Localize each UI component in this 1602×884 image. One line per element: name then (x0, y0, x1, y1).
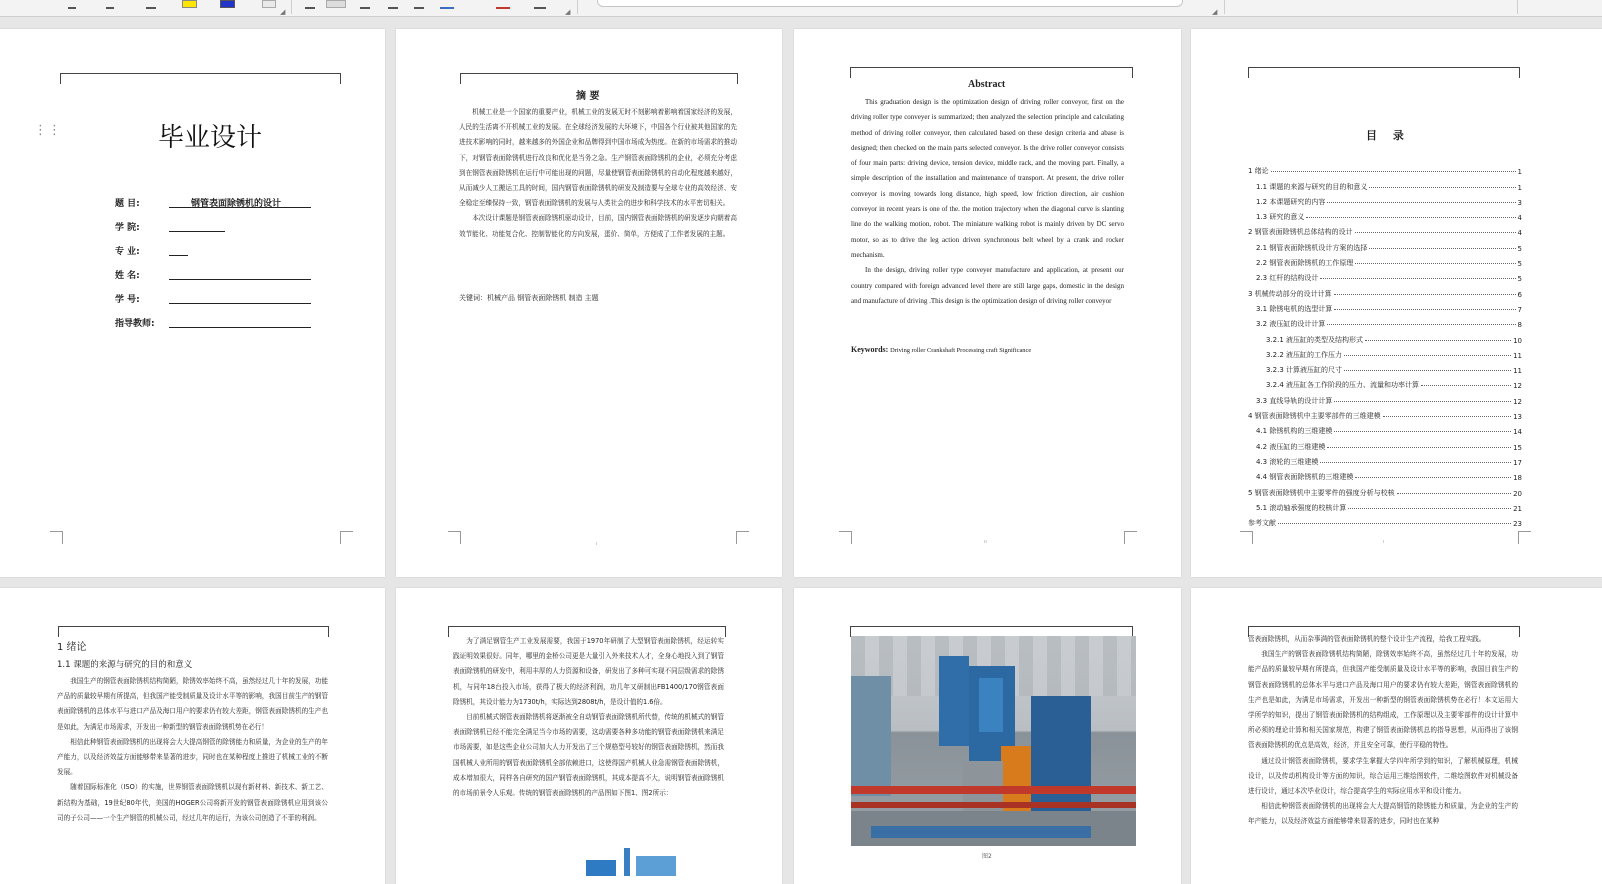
toc-entry-label: 1.2 本课题研究的内容 (1256, 197, 1326, 206)
keywords-en-label: Keywords: (851, 345, 889, 354)
page-chapter-1[interactable] (0, 588, 385, 884)
page-number: ı (1383, 539, 1385, 545)
toc-entry-page: 17 (1513, 458, 1522, 467)
paragraph: 我国生产的钢管表面除锈机结构简陋，除锈效率始终不高，虽然经过几十年的发展，功能产品的质量较早期有所提高，但我国产能受制质量及设计水平等的影响，我国目前生产的钢管表面除锈机的总体水平与进口产品及海口用户的要求仍有较大差距，钢管表面除锈机的生产也是如此，为满足市场需求，开发出一种新型的钢管表面除锈机势在必行！ (57, 677, 328, 731)
drag-handle-icon[interactable]: ⋮⋮ (34, 123, 62, 138)
form-label: 指导教师: (115, 319, 155, 329)
align-right-icon[interactable] (360, 0, 370, 9)
page-cover[interactable] (0, 29, 385, 577)
toc-entry-label: 2.1 钢管表面除锈机设计方案的选择 (1256, 243, 1368, 252)
align-center-icon[interactable] (326, 0, 346, 8)
toc-leader-dots (1369, 248, 1515, 249)
toc-entry[interactable] (1248, 467, 1522, 482)
toc-entry[interactable] (1248, 314, 1522, 329)
toc-entry-label: 5 钢管表面除锈机中主要零件的强度分析与校核 (1248, 488, 1395, 497)
form-label: 姓 名: (115, 271, 140, 281)
toc-entry[interactable] (1248, 207, 1522, 222)
form-underline[interactable] (169, 279, 311, 280)
highlight-color-icon[interactable] (182, 0, 197, 8)
page-header-line (1248, 67, 1520, 78)
margin-corner-mark (736, 531, 749, 544)
line-spacing-icon[interactable] (414, 0, 424, 9)
toc-leader-dots (1355, 263, 1515, 264)
toc-entry[interactable] (1248, 237, 1522, 252)
paragraph: 随着国际标准化（ISO）的实施，世界钢管表面除锈机以现有新材料、新技术、新工艺、新结构为基础，19世纪80年代，美国的HOGER公司将新开发的钢管表面除锈机应用到该公司的子公司——一个生产钢管的机械公司，经过几年的运行，为该公司创造了不菲的利润。 (57, 783, 328, 822)
toc-entry-label: 3 机械传动部分的设计计算 (1248, 289, 1332, 298)
page-figure-2[interactable] (794, 588, 1181, 884)
toc-leader-dots (1365, 340, 1511, 341)
toc-leader-dots (1327, 324, 1515, 325)
toc-entry[interactable] (1248, 253, 1522, 268)
toc-entry-label: 3.2.2 液压缸的工作压力 (1266, 350, 1343, 359)
paragraph: This graduation design is the optimization design of driving roller conveyor, first on the driving roller type conveyer is summarized; then analyzed the selection principle and calculating method of driving roller conveyor, then calculated based on these design criteria and abase is designed; then checked on the main parts selected conveyor. Is the drive roller conveyor consists of four main parts: driving device, tension device, middle rack, and the moving part. Finally, a simple description of the installation and maintenance of transport. At present, the drive roller conveyor is moving towards long distance, high speed, low friction direction, air cushion conveyor in recent years is one of the. the motion trajectory when the diagonal curve is slanting line do the walking motion, robot. The miniature walking robot is mainly driven by DC servo motor, so as to drive the leg action driven synchronous belt wheel by a crank and rocker mechanism. (851, 98, 1124, 259)
paragraph: 通过设计钢管表面除锈机，要求学生掌握大学四年所学到的知识，了解机械原理，机械设计，以及传动机构设计等方面的知识，综合运用三维绘图软件，二维绘图软件对机械设备进行设计，通过本次毕业设计，综合提高学生的实际应用水平和设计能力。 (1248, 756, 1518, 796)
toc-entry[interactable] (1248, 482, 1522, 497)
toc-entry-page: 5 (1517, 260, 1522, 269)
toc-entry-label: 1 绪论 (1248, 167, 1269, 176)
chapter-1-body (57, 674, 328, 826)
toc-entry-label: 参考文献 (1248, 519, 1276, 528)
form-label: 学 号: (115, 295, 140, 305)
abstract-cn-body (459, 105, 737, 242)
toc-entry[interactable] (1248, 421, 1522, 436)
ribbon-toolbar (0, 0, 1602, 17)
toc-entry-page: 11 (1513, 367, 1522, 376)
toc-entry-page: 10 (1513, 336, 1522, 345)
toc-entry-label: 3.2.1 液压缸的类型及结构形式 (1266, 335, 1364, 344)
font-color-icon[interactable] (220, 0, 235, 8)
toc-leader-dots (1344, 355, 1511, 356)
paragraph: 为了满足钢管生产工业发展需要，我国于1970年研制了大型钢管表面除锈机，经运转实践证明效果很好。同年，哪里的金桥公司更是大量引入外来技术人才，全身心地投入到了钢管表面除锈机的研发中，利用丰厚的人力资源和设备，研发出了多种可实现不同层级需求的除锈机，与同年18台投入市场，获得了极大的经济利润，功几年又研制出FB1400/170钢管表面除锈机，其设计能力为1730t/h，实际达到2808t/h，是设计值的1.6倍。 (453, 637, 724, 706)
figure-caption: 图2 (982, 853, 992, 860)
toc-entry-page: 11 (1513, 351, 1522, 360)
toc-entry-page: 20 (1513, 489, 1522, 498)
page-header-line (850, 67, 1133, 78)
toc-leader-dots (1334, 401, 1511, 402)
paragraph: 我国生产的钢管表面除锈机结构简陋，除锈效率始终不高，虽然经过几十年的发展，功能产品的质量较早期有所提高，但我国产能受制质量及设计水平等的影响，我国目前生产的钢管表面除锈机的总体水平与进口产品及海口用户的要求仍有较大差距，钢管表面除锈机的生产也是如此，为满足市场需求，开发出一种新型的钢管表面除锈机势在必行！本文运用大学所学的知识，提出了钢管表面除锈机的结构组成，工作原理以及主要零部件的设计计算中所必须的理论计算和相关国家规范，构建了钢管表面除锈机总的指导思想，从而得出了该钢管表面除锈机的优点是高效，经济，并且安全可靠，使行平稳的特性。 (1248, 650, 1518, 750)
toc-entry[interactable] (1248, 345, 1522, 360)
toc-entry[interactable] (1248, 222, 1522, 237)
toc-list (1248, 161, 1522, 528)
chapter-1-continued-body (453, 634, 724, 801)
toc-entry-label: 4.4 钢管表面除锈机的三维建模 (1256, 473, 1354, 482)
margin-corner-mark (340, 531, 353, 544)
toc-entry[interactable] (1248, 436, 1522, 451)
italic-icon[interactable] (106, 0, 114, 9)
chapter-heading: 1 绪论 (57, 642, 87, 653)
toc-entry-page: 8 (1517, 321, 1522, 330)
toc-entry-page: 23 (1513, 520, 1522, 529)
ribbon-separator (577, 0, 578, 14)
paragraph-dialog-launcher-icon[interactable]: ◢ (565, 9, 571, 16)
toc-entry[interactable] (1248, 268, 1522, 283)
toc-entry-page: 12 (1513, 397, 1522, 406)
font-dialog-launcher-icon[interactable]: ◢ (280, 9, 286, 16)
toc-leader-dots (1397, 493, 1511, 494)
toc-entry-page: 14 (1513, 428, 1522, 437)
toc-leader-dots (1369, 187, 1515, 188)
toc-entry[interactable] (1248, 192, 1522, 207)
toc-leader-dots (1383, 416, 1511, 417)
toc-entry-page: 18 (1513, 474, 1522, 483)
toc-entry-page: 4 (1517, 229, 1522, 238)
toc-entry-page: 1 (1517, 183, 1522, 192)
toc-leader-dots (1327, 447, 1511, 448)
toc-entry-label: 2 钢管表面除锈机总体结构的设计 (1248, 228, 1353, 237)
strikethrough-icon[interactable] (68, 0, 76, 9)
text-effects-icon[interactable] (146, 0, 156, 9)
toc-entry-page: 5 (1517, 275, 1522, 284)
styles-dialog-launcher-icon[interactable]: ◢ (1212, 9, 1218, 16)
toc-leader-dots (1320, 462, 1511, 463)
ribbon-separator (1224, 0, 1225, 14)
page-toc[interactable] (1191, 29, 1602, 577)
page-abstract-cn[interactable] (396, 29, 782, 577)
toc-leader-dots (1271, 171, 1516, 172)
margin-corner-mark (839, 531, 852, 544)
page-header-line (58, 626, 329, 637)
toc-entry-label: 2.2 钢管表面除锈机的工作原理 (1256, 259, 1354, 268)
margin-corner-mark (1124, 531, 1137, 544)
toc-entry[interactable] (1248, 360, 1522, 375)
ribbon-separator (1517, 0, 1518, 14)
toc-entry-page: 15 (1513, 443, 1522, 452)
toc-leader-dots (1334, 294, 1516, 295)
styles-gallery[interactable] (597, 0, 1183, 7)
toc-entry[interactable] (1248, 329, 1522, 344)
toc-entry-label: 3.1 除锈电机的选型计算 (1256, 304, 1333, 313)
toc-entry-page: 1 (1517, 168, 1522, 177)
toc-leader-dots (1421, 385, 1511, 386)
sort-icon[interactable] (440, 0, 454, 9)
toc-entry[interactable] (1248, 513, 1522, 528)
paragraph: 本次设计课题是钢管表面除锈机驱动设计，目前，国内钢管表面除锈机的研发逐步向朝着高效节能化、功能复合化、控制智能化的方向发展，蛋价、简单，方便成了工作者发展的主题。 (459, 214, 737, 238)
toc-entry[interactable] (1248, 375, 1522, 390)
figure-1-image-top (586, 846, 696, 876)
document-title: 毕业设计 (157, 123, 262, 153)
toc-heading: 目 录 (1366, 129, 1410, 142)
toc-leader-dots (1306, 217, 1515, 218)
toc-entry[interactable] (1248, 406, 1522, 421)
toc-entry-page: 4 (1517, 214, 1522, 223)
toc-entry[interactable] (1248, 161, 1522, 176)
toc-entry-label: 3.3 直线导轨的设计计算 (1256, 396, 1333, 405)
chapter-1-part-3-body (1248, 632, 1518, 830)
justify-icon[interactable] (388, 0, 398, 9)
toc-leader-dots (1348, 508, 1511, 509)
paragraph: 管表面除锈机，从而杂事满的管表面除锈机的整个设计生产流程，给我工程实践。 (1248, 635, 1486, 643)
show-marks-icon[interactable] (534, 0, 546, 9)
shot-blasting-machine-photo (851, 636, 1136, 846)
toc-entry-label: 3.2.3 计算液压缸的尺寸 (1266, 366, 1343, 375)
toc-entry-page: 7 (1517, 305, 1522, 314)
form-underline[interactable] (169, 255, 188, 256)
borders-icon[interactable] (496, 0, 510, 9)
toc-entry[interactable] (1248, 283, 1522, 298)
toc-entry-label: 1.1 课题的来源与研究的目的和意义 (1256, 182, 1368, 191)
toc-entry[interactable] (1248, 498, 1522, 513)
toc-entry-label: 4 钢管表面除锈机中主要零部件的三维建模 (1248, 412, 1381, 421)
toc-entry-label: 4.2 液压缸的三维建模 (1256, 442, 1326, 451)
page-number: ı (596, 541, 598, 547)
abstract-en-body (851, 95, 1124, 309)
toc-leader-dots (1278, 523, 1511, 524)
page-chapter-1-continued[interactable] (396, 588, 782, 884)
toc-entry-label: 2.3 红杆的结构设计 (1256, 274, 1319, 283)
toc-entry-page: 13 (1513, 413, 1522, 422)
paragraph: In the design, driving roller type conveyer manufacture and application, at present our country compared with foreign advanced level there are still large gaps, domestic in the design and manufacture of driving .This design is the optimization design of driving roller conveyor (851, 266, 1124, 305)
toc-entry-label: 4.3 滚轮的三维建模 (1256, 457, 1319, 466)
abstract-en-heading: Abstract (968, 79, 1006, 90)
toc-leader-dots (1355, 477, 1511, 478)
toc-leader-dots (1344, 370, 1511, 371)
page-header-line (460, 73, 738, 84)
toc-entry-page: 3 (1517, 198, 1522, 207)
ribbon-separator (291, 0, 292, 14)
toc-entry-label: 3.2.4 液压缸各工作阶段的压力、流量和功率计算 (1266, 381, 1420, 390)
form-label: 题 目: (115, 199, 140, 209)
margin-corner-mark (448, 531, 461, 544)
form-value[interactable]: 钢管表面除锈机的设计 (191, 199, 282, 209)
paragraph: 相信此种钢管表面除锈机的出现将会大大提高钢管的除锈能力和质量，为企业的生产的年产能力，以及经济效益方面能够带来显著的进步，同时也在某种程度上推进了机械工业的不断发展。 (57, 737, 328, 777)
form-label: 学 院: (115, 223, 140, 233)
form-underline[interactable] (169, 303, 311, 304)
toc-entry[interactable] (1248, 299, 1522, 314)
keywords-en (851, 345, 1031, 354)
page-chapter-1-part-3[interactable] (1191, 588, 1602, 884)
margin-corner-mark (1240, 531, 1253, 544)
margin-corner-mark (1518, 531, 1531, 544)
toc-entry-label: 3.2 液压缸的设计计算 (1256, 320, 1326, 329)
toc-entry[interactable] (1248, 176, 1522, 191)
form-underline[interactable] (169, 327, 311, 328)
toc-leader-dots (1334, 309, 1515, 310)
section-heading: 1.1 课题的来源与研究的目的和意义 (57, 660, 193, 670)
page-abstract-en[interactable] (794, 29, 1181, 577)
abstract-cn-heading: 摘 要 (576, 91, 600, 102)
margin-corner-mark (50, 531, 63, 544)
page-number: ıı (984, 539, 987, 545)
toc-entry[interactable] (1248, 390, 1522, 405)
paragraph: 机械工业是一个国家的重要产业，机械工业的发展无时不刻影响着影响着国家经济的发展，人民的生活离不开机械工业的发展。在全球经济发展的大环境下，中国各个行业被其他国家的先进技术影响的同时，越来越多的外国企业和品牌得到中国市场成为热度。在新的市场需求的推动下，对钢管表面除锈机进行改良和优化是当务之急。生产钢管表面除锈机的企业，必须充分考虑到在钢管表面除锈机在运行中可能出现的问题，尽量使钢管表面除锈机的自动化程度越来越好，从而减少人工搬运工具的时间，国内钢管表面除锈机的研发及制造要与全球专业的高效经济、安全稳定至臻保持一致，钢管表面除锈机的发展与人类社会的进步和科学技术的水平密切相关。 (459, 108, 737, 208)
form-underline[interactable] (169, 231, 225, 232)
toc-leader-dots (1327, 202, 1515, 203)
align-left-icon[interactable] (305, 0, 315, 9)
toc-entry[interactable] (1248, 452, 1522, 467)
keywords-en-value: Driving roller Crankshaft Processing craft Significance (890, 347, 1032, 354)
paragraph: 相信此种钢管表面除锈机的出现将会大大提高钢管的除锈能力和质量，为企业的生产的年产能力，以及经济效益方面能够带来显著的进步，同时也在某种 (1248, 802, 1518, 826)
keywords-cn: 关键词：机械产品 钢管表面除锈机 制造 主题 (459, 294, 599, 302)
toc-entry-label: 4.1 除锈机构的三维建模 (1256, 427, 1333, 436)
toc-entry-label: 1.3 研究的意义 (1256, 213, 1305, 222)
toc-entry-page: 5 (1517, 244, 1522, 253)
page-header-line (60, 73, 341, 84)
toc-entry-page: 6 (1517, 290, 1522, 299)
toc-entry-page: 21 (1513, 504, 1522, 513)
shading-icon[interactable] (262, 0, 276, 8)
paragraph: 目前机械式钢管表面除锈机将逐渐被全自动钢管表面除锈机所代替，传统的机械式的钢管表面除锈机已经不能完全满足当今市场的需要，这动需要各种多功能的钢管表面除锈机来满足市场需要，如是这些企业公司加大人力开发出了三个规格型号较好的钢管表面除锈机，然而我国机械人业所用的钢管表面除锈机全部依赖进口，这使得国产机械人业急需钢管表面除锈机，成本增加很大，同样各自研究的国产钢管表面除锈机，其成本提高不大，说明钢管表面除锈机的市场前景令人乐观。传统的钢管表面除锈机的产品图如下图1、图2所示： (453, 713, 724, 798)
toc-entry-page: 12 (1513, 382, 1522, 391)
toc-leader-dots (1320, 278, 1515, 279)
toc-entry-label: 5.1 滚动轴承强度的校核计算 (1256, 503, 1347, 512)
toc-leader-dots (1355, 232, 1516, 233)
toc-leader-dots (1334, 431, 1511, 432)
form-label: 专 业: (115, 247, 140, 257)
